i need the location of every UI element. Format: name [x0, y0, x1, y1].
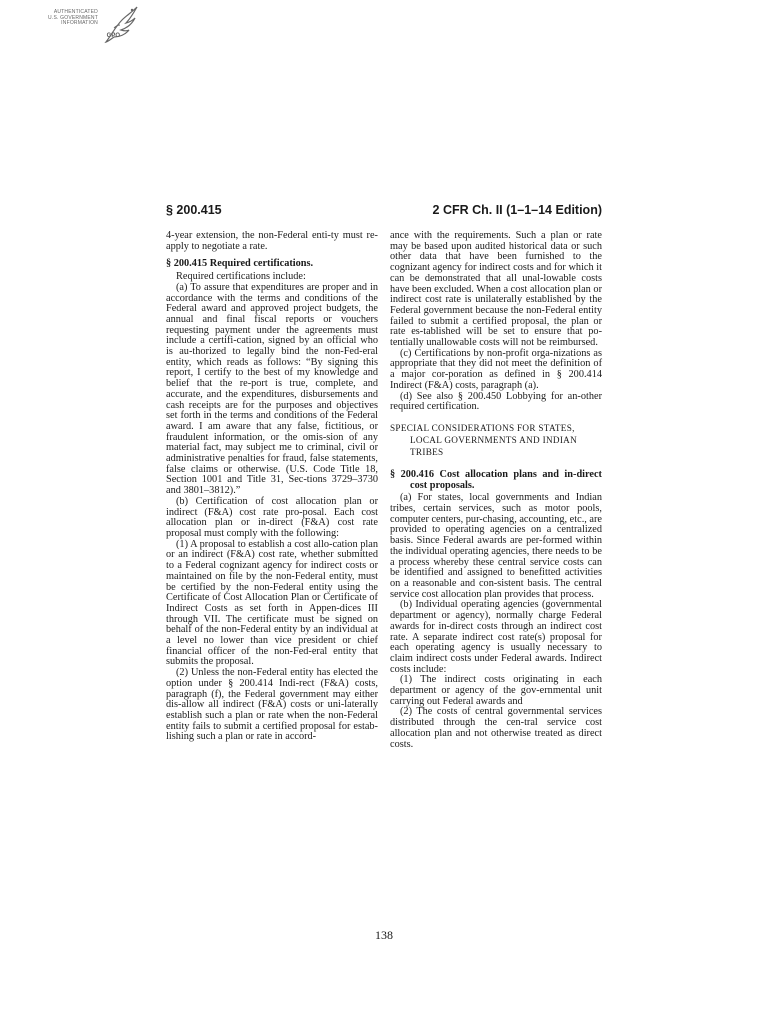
- gpo-authentication-logo: [30, 4, 142, 48]
- subpart-heading: SPECIAL CONSIDERATIONS FOR STATES, LOCAL GOVERNMENTS AND INDIAN TRIBES: [390, 422, 578, 457]
- header-section: § 200.415: [166, 203, 222, 217]
- section-heading-200-415: § 200.415 Required certifications.: [166, 258, 314, 270]
- logo-line-3: INFORMATION: [61, 20, 98, 27]
- right-paragraph-5: (1) The indirect costs originating in each department or agency of the gov-ernmental unit carrying out Federal awards and: [390, 674, 602, 707]
- logo-text: [30, 10, 98, 27]
- right-paragraph-4: (b) Individual operating agencies (governmental department or agency), normally charge Federal awards for in-direct costs through an indirect cost rate. A separate indirect cost rate(s) proposal for each operating agency is usually necessary to claim indirect costs under Federal awards. Indirect costs include:: [390, 599, 602, 675]
- page-header: [166, 203, 602, 219]
- right-paragraph-3: (a) For states, local governments and Indian tribes, certain services, such as motor pools, computer centers, pur-chasing, accounting, etc., are provided to operating agencies on a centralized basis. Since Federal awards are per-formed within the individual operating agencies, there needs to be a process whereby these central service costs can be identified and assigned to benefitted activities on a reasonable and con-sistent basis. The central service cost allocation plan provides that process.: [390, 492, 602, 600]
- left-paragraph-5: (2) Unless the non-Federal entity has elected the option under § 200.414 Indi-rect (F&A) costs, paragraph (f), the Federal government may either dis-allow all indirect (F&A) costs or uni-laterally establish such a plan or rate when the non-Federal entity fails to submit a certified proposal for estab-lishing such a plan or rate in accord-: [166, 667, 378, 743]
- section-heading-200-416: § 200.416 Cost allocation plans and in-direct cost proposals.: [390, 468, 602, 491]
- left-column: [166, 231, 378, 743]
- right-paragraph-1: (c) Certifications by non-profit orga-nizations as appropriate that they did not meet the definition of a major cor-poration as defined in § 200.414 Indirect (F&A) costs, paragraph (a).: [390, 347, 602, 391]
- logo-gpo-label: GPO: [106, 33, 120, 39]
- right-paragraph-6: (2) The costs of central governmental services distributed through the cen-tral service cost allocation plan and not otherwise treated as direct costs.: [390, 706, 602, 750]
- eagle-icon: [102, 4, 140, 46]
- right-paragraph-0: ance with the requirements. Such a plan or rate may be based upon audited historical data or such other data that have been furnished to the cognizant agency for indirect costs and for which it can be demonstrated that all unal-lowable costs have been excluded. When a cost allocation plan or indirect cost rate is unilaterally established by the Federal government because the non-Federal entity failed to submit a certified proposal, the plan or rate es-tablished will be set to ensure that po-tentially unallowable costs will not be reimbursed.: [390, 230, 602, 349]
- logo-line-1: AUTHENTICATED: [53, 9, 98, 15]
- logo-line-2: U.S. GOVERNMENT: [48, 14, 98, 21]
- left-paragraph-2: (a) To assure that expenditures are proper and in accordance with the terms and conditions of the Federal award and approved project budgets, the annual and final fiscal reports or vouchers requesting payment under the agreements must include a certifi-cation, signed by an official who is au-thorized to legally bind the non-Fed-eral entity, which reads as follows: “By signing this report, I certify to the best of my knowledge and belief that the re-port is true, complete, and accurate, and the expenditures, disbursements and cash receipts are for the purposes and objectives set forth in the terms and conditions of the Federal award. I am aware that any false, fictitious, or fraudulent information, or the omis-sion of any material fact, may subject me to criminal, civil or administrative penalties for fraud, false statements, false claims or otherwise. (U.S. Code Title 18, Section 1001 and Title 31, Sec-tions 3729–3730 and 3801–3812).”: [166, 281, 378, 497]
- page-number: 138: [375, 928, 393, 942]
- left-paragraph-3: (b) Certification of cost allocation plan or indirect (F&A) cost rate pro-posal. Each cost allocation plan or in-direct (F&A) cost rate proposal must comply with the following:: [166, 495, 378, 539]
- left-paragraph-0: 4-year extension, the non-Federal enti-ty must re-apply to negotiate a rate.: [166, 230, 378, 252]
- left-paragraph-4: (1) A proposal to establish a cost allo-cation plan or an indirect (F&A) cost rate, whether submitted to a Federal cognizant agency for indirect costs or maintained on file by the non-Federal entity, must be certified by the non-Federal entity using the Certificate of Cost Allocation Plan or Certificate of Indirect Costs as set forth in Appen-dices III through VII. The certificate must be signed on behalf of the non-Federal entity by an individual at a level no lower than vice president or chief financial officer of the non-Fed-eral entity that submits the proposal.: [166, 538, 378, 668]
- left-paragraph-1: Required certifications include:: [176, 271, 306, 283]
- right-paragraph-2: (d) See also § 200.450 Lobbying for an-other required certification.: [390, 390, 602, 413]
- header-title: 2 CFR Ch. II (1–1–14 Edition): [432, 203, 602, 217]
- right-column: [390, 231, 602, 750]
